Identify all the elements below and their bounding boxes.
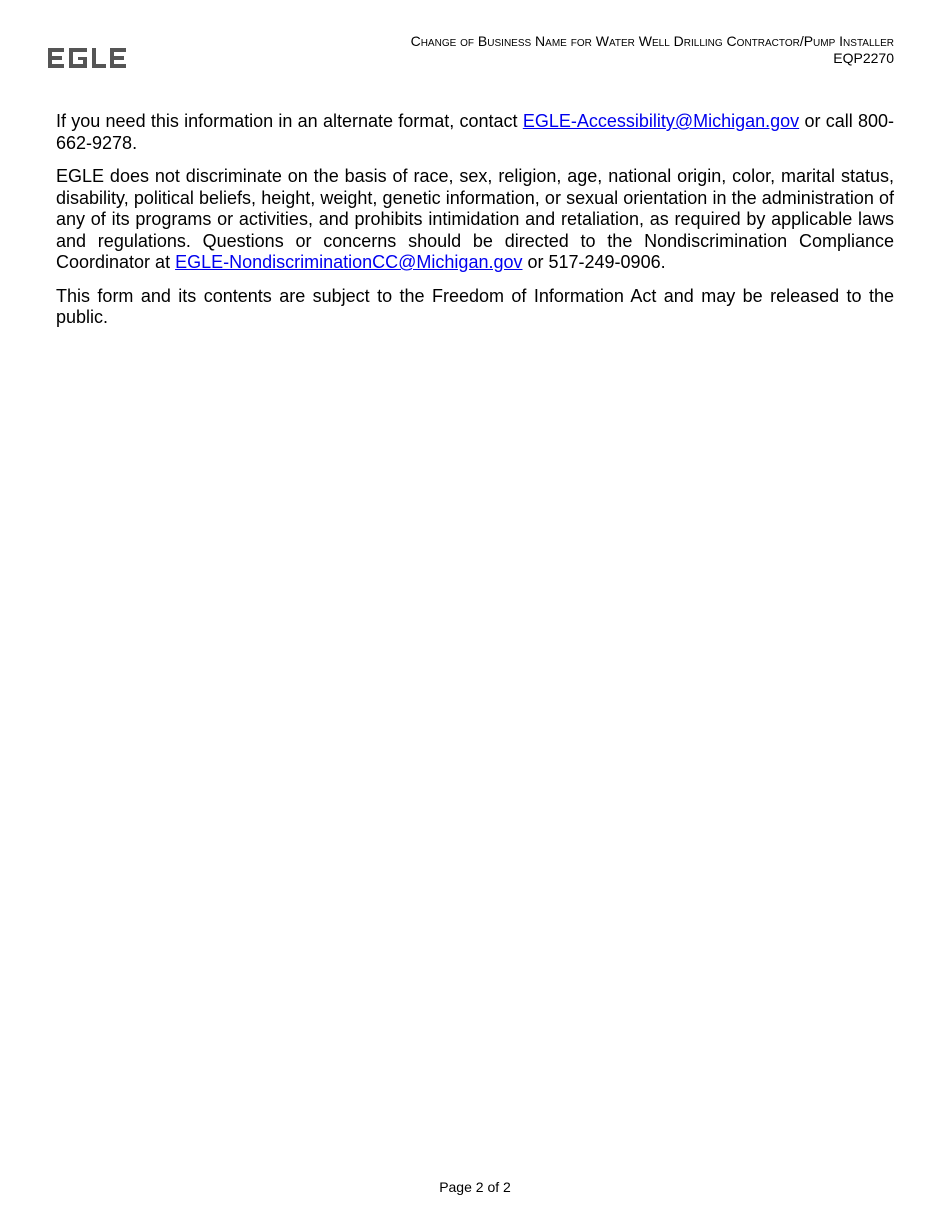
nondiscrimination-text-after: or 517-249-0906.	[522, 252, 666, 272]
form-title: Change of Business Name for Water Well Drilling Contractor/Pump Installer	[410, 33, 894, 49]
nondiscrimination-email-link[interactable]: EGLE-NondiscriminationCC@Michigan.gov	[175, 252, 523, 272]
form-number: EQP2270	[833, 50, 894, 66]
nondiscrimination-paragraph	[56, 166, 894, 274]
foia-paragraph: This form and its contents are subject to the Freedom of Information Act and may be released to the public.	[56, 285, 894, 327]
egle-logo-icon	[48, 46, 128, 70]
accessibility-email-link[interactable]: EGLE-Accessibility@Michigan.gov	[522, 111, 800, 131]
document-header	[411, 33, 894, 67]
page-number: Page 2 of 2	[439, 1179, 511, 1195]
accessibility-paragraph	[56, 111, 894, 154]
nondiscrimination-text-before: EGLE does not discriminate on the basis of race, sex, religion, age, national origin, color, marital status, disability, political beliefs, height, weight, genetic information, or sexual orientation in the administration of any of its programs or activities, and prohibits intimidation and retaliation, as required by applicable laws and regulations. Questions or concerns should be directed to the Nondiscrimination Compliance Coordinator at	[56, 166, 894, 272]
document-body	[56, 111, 894, 341]
accessibility-text-before: If you need this information in an alternate format, contact	[56, 111, 523, 131]
egle-logo	[48, 46, 128, 70]
accessibility-text-after: or call 800-662-9278.	[56, 111, 894, 153]
